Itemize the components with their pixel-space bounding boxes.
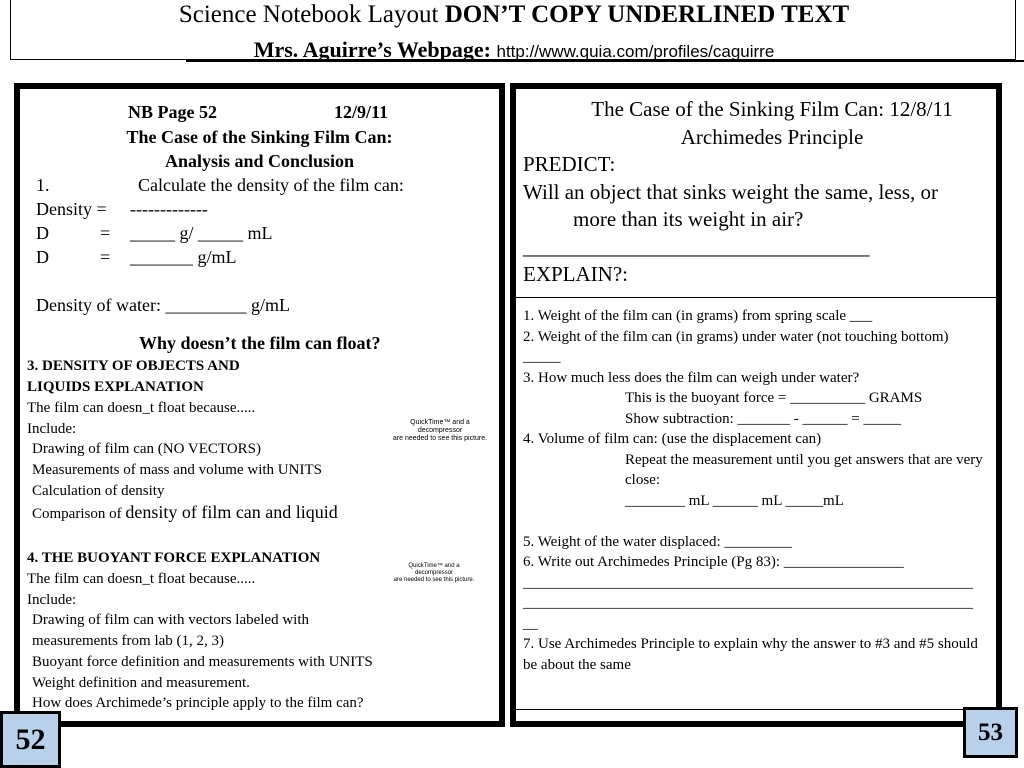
notebook-page-53 bbox=[510, 83, 1002, 727]
nb-date: 12/9/11 bbox=[334, 102, 389, 122]
item-line: 3. How much less does the film can weigh under water? bbox=[523, 370, 860, 386]
nb-page-label: NB Page 52 bbox=[128, 102, 217, 122]
s3-heading-2: LIQUIDS EXPLANATION bbox=[27, 379, 204, 395]
d2-value: _______ g/mL bbox=[130, 247, 237, 267]
d2-label: D bbox=[36, 247, 49, 267]
s4-heading: 4. THE BUOYANT FORCE EXPLANATION bbox=[27, 550, 321, 566]
header-underline bbox=[186, 60, 1024, 62]
item-line: ____________________________________________________________ bbox=[523, 595, 973, 611]
qt-line: are needed to see this picture. bbox=[392, 435, 488, 442]
s4-item: measurements from lab (1, 2, 3) bbox=[32, 633, 225, 649]
webpage-label: Mrs. Aguirre’s Webpage: bbox=[253, 37, 497, 62]
d1-label: D bbox=[36, 223, 49, 243]
item-line: _____ bbox=[523, 349, 561, 365]
predict-label: PREDICT: bbox=[523, 152, 616, 176]
qt-line: QuickTime™ and a bbox=[410, 419, 470, 426]
qt-line: QuickTime™ and a bbox=[408, 563, 460, 569]
explain-label: EXPLAIN?: bbox=[523, 262, 628, 286]
bottom-line bbox=[516, 709, 1002, 710]
item-line: 4. Volume of film can: (use the displacement can) bbox=[523, 431, 822, 447]
page-number-52: 52 bbox=[0, 711, 61, 768]
right-title: The Case of the Sinking Film Can: 12/8/11 bbox=[591, 97, 953, 121]
predict-answer-line: _________________________________ bbox=[523, 235, 870, 259]
s3-item: Calculation of density bbox=[32, 483, 165, 499]
item-line: 7. Use Archimedes Principle to explain why the answer to #3 and #5 should bbox=[523, 636, 978, 652]
item-line: This is the buoyant force = __________ GRAMS bbox=[625, 390, 923, 406]
s3-item: Drawing of film can (NO VECTORS) bbox=[32, 441, 261, 457]
d1-equals: = bbox=[100, 223, 111, 243]
s3-heading-1: 3. DENSITY OF OBJECTS AND bbox=[27, 358, 240, 374]
page-number-53: 53 bbox=[963, 707, 1018, 758]
s3-item: Measurements of mass and volume with UNITS bbox=[32, 462, 322, 478]
title-bold: DON’T COPY UNDERLINED TEXT bbox=[444, 1, 850, 28]
item-line: 1. Weight of the film can (in grams) from spring scale ___ bbox=[523, 308, 873, 324]
why-float-heading: Why doesn’t the film can float? bbox=[139, 333, 381, 353]
item-line: close: bbox=[625, 472, 660, 488]
s3-because: The film can doesn_t float because..... bbox=[27, 400, 256, 416]
item-line: ____________________________________________________________ bbox=[523, 575, 973, 591]
s4-item: How does Archimede’s principle apply to the film can? bbox=[32, 695, 364, 711]
title-plain: Science Notebook Layout bbox=[178, 1, 445, 28]
left-subtitle: Analysis and Conclusion bbox=[164, 151, 355, 171]
qt-line: decompressor bbox=[414, 570, 453, 576]
s3-compare bbox=[32, 502, 338, 523]
item-line: be about the same bbox=[523, 657, 631, 673]
s3-compare-big: density of film can and liquid bbox=[125, 502, 338, 522]
s4-because: The film can doesn_t float because..... bbox=[27, 571, 256, 587]
d1-value: _____ g/ _____ mL bbox=[130, 223, 273, 243]
qt-line: decompressor bbox=[417, 427, 463, 434]
quicktime-placeholder-1 bbox=[384, 419, 496, 443]
q1-text: Calculate the density of the film can: bbox=[138, 175, 404, 195]
item-line: 5. Weight of the water displaced: _________ bbox=[523, 534, 792, 550]
s4-item: Buoyant force definition and measurements with UNITS bbox=[32, 654, 373, 670]
q1-number: 1. bbox=[36, 175, 50, 195]
page-title bbox=[11, 1, 1017, 29]
s3-compare-small: Comparison of bbox=[32, 506, 126, 522]
right-subtitle: Archimedes Principle bbox=[680, 125, 864, 149]
s3-include: Include: bbox=[27, 421, 77, 437]
item-line: Show subtraction: _______ - ______ = _____ bbox=[625, 411, 901, 427]
quicktime-placeholder-2 bbox=[384, 563, 484, 584]
item-line: 6. Write out Archimedes Principle (Pg 83): ________________ bbox=[523, 554, 904, 570]
item-line: __ bbox=[523, 616, 538, 632]
d2-equals: = bbox=[100, 247, 111, 267]
left-title: The Case of the Sinking Film Can: bbox=[126, 127, 393, 147]
s4-include: Include: bbox=[27, 592, 77, 608]
item-line: 2. Weight of the film can (in grams) under water (not touching bottom) bbox=[523, 329, 949, 345]
density-value: ------------- bbox=[130, 199, 208, 219]
qt-line: are needed to see this picture. bbox=[393, 577, 475, 583]
s4-item: Drawing of film can with vectors labeled with bbox=[32, 612, 310, 628]
predict-question-2: more than its weight in air? bbox=[573, 207, 804, 231]
density-label: Density = bbox=[36, 199, 107, 219]
divider-line bbox=[516, 297, 1002, 298]
webpage-url-link[interactable]: http://www.quia.com/profiles/caguirre bbox=[496, 42, 775, 61]
header-box bbox=[10, 0, 1016, 60]
notebook-page-52 bbox=[14, 83, 505, 727]
item-line: Repeat the measurement until you get answers that are very bbox=[625, 452, 983, 468]
predict-question-1: Will an object that sinks weight the same, less, or bbox=[523, 180, 938, 204]
item-line: ________ mL ______ mL _____mL bbox=[625, 493, 844, 509]
water-density: Density of water: _________ g/mL bbox=[36, 295, 290, 315]
s4-item: Weight definition and measurement. bbox=[32, 675, 250, 691]
